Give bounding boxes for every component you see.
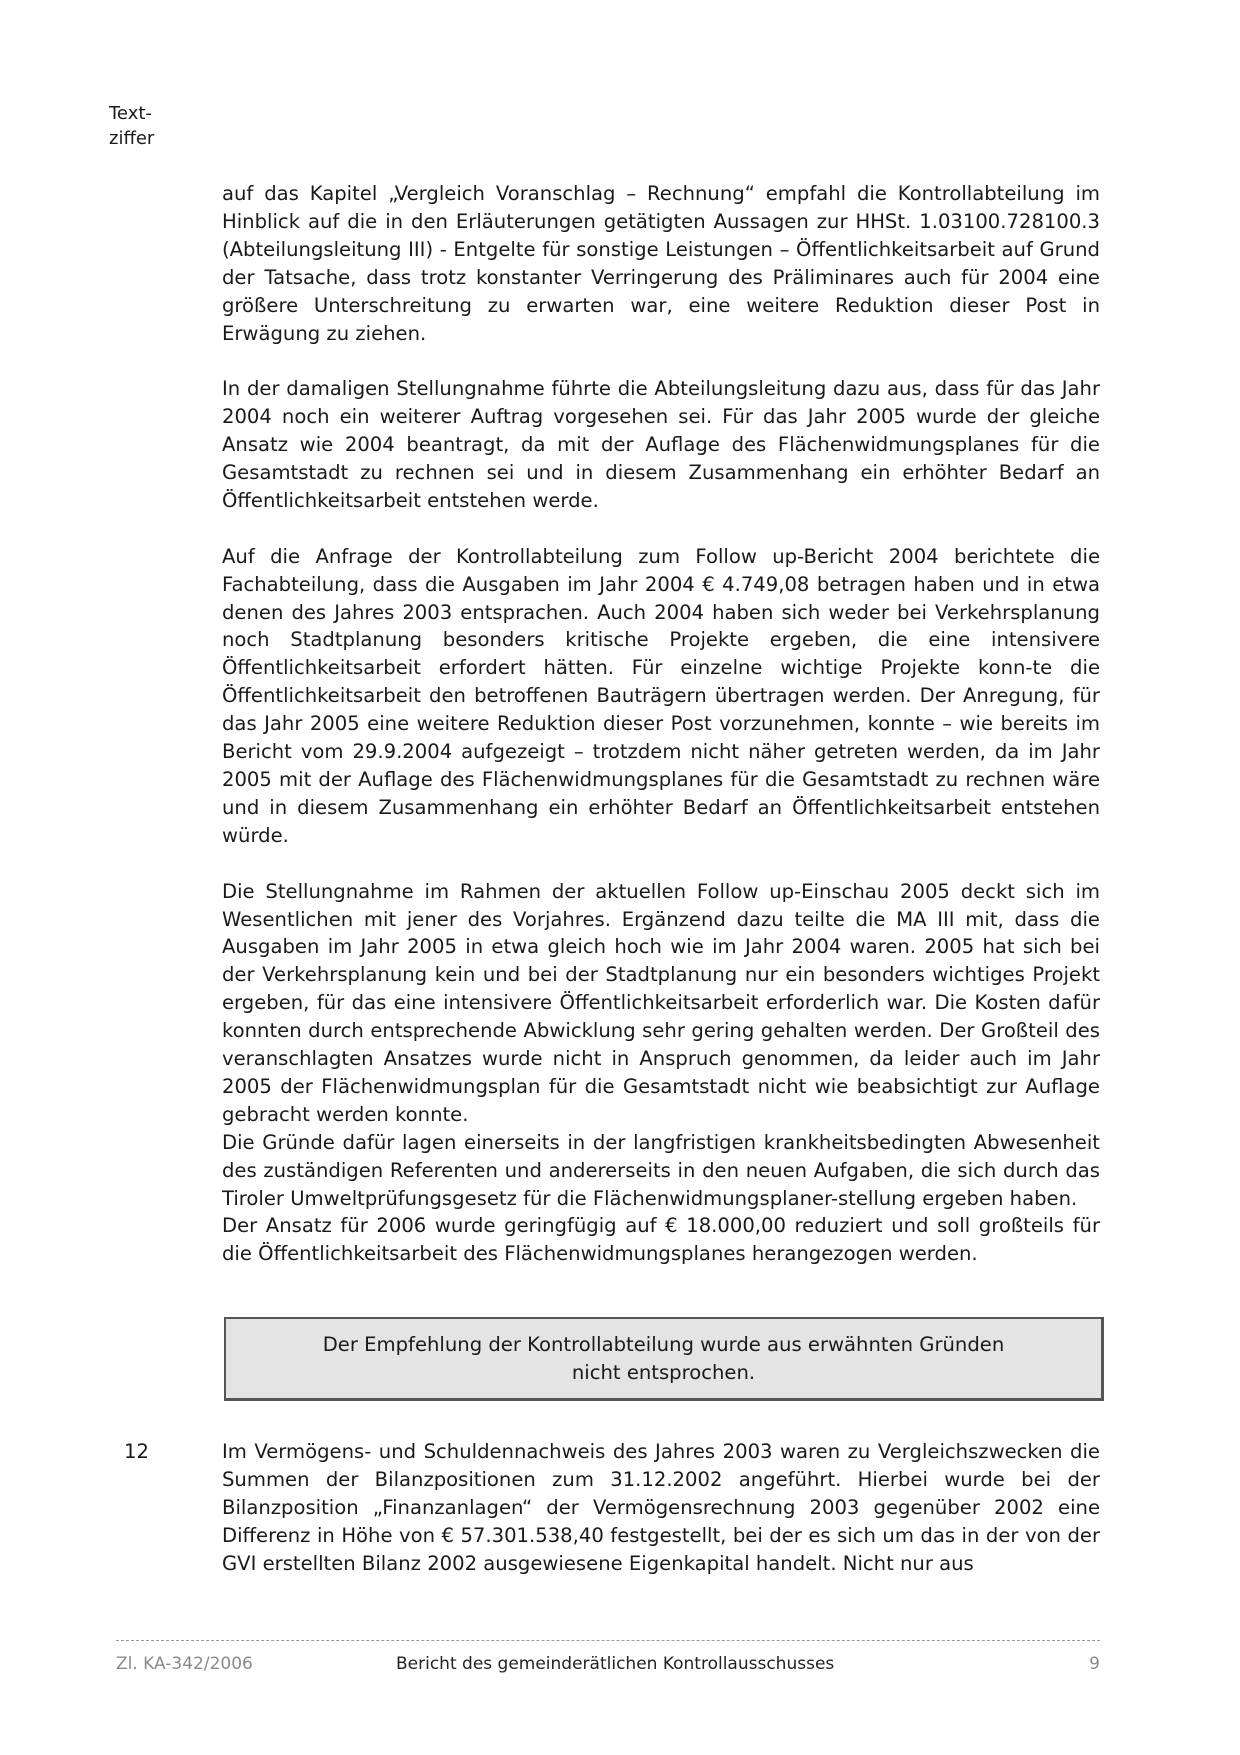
section-12-paragraph: Im Vermögens- und Schuldennachweis des Jahres 2003 waren zu Vergleichszwecken die Summen der Bilanzpositionen zum 31.12.2002 angeführt. Hierbei wurde bei der Bilanzposition „Finanzanlagen“ der Vermögensrechnung 2003 gegenüber 2002 eine Differenz in Höhe von € 57.301.538,40 festgestellt, bei der es sich um das in der von der GVI erstellten Bilanz 2002 ausgewiesene Eigenkapital handelt. Nicht nur aus — [222, 1440, 1100, 1575]
textziffer-number: 12 — [124, 1440, 149, 1463]
textziffer-margin-label — [109, 101, 189, 151]
margin-label-line1: Text- — [109, 103, 152, 124]
paragraph-gruende: Die Gründe dafür lagen einerseits in der langfristigen krankheitsbedingten Abwesenheit des zuständigen Referenten und andererseits in den neuen Aufgaben, die sich durch das Tiroler Umweltprüfungsgesetz für die Flächenwidmungsplaner-stellung ergeben haben. — [222, 1130, 1100, 1210]
recommendation-line1: Der Empfehlung der Kontrollabteilung wurde aus erwähnten Gründen — [322, 1332, 1005, 1356]
body-text — [222, 180, 1100, 1268]
recommendation-box — [224, 1317, 1104, 1401]
paragraph-ansatz-2006: Der Ansatz für 2006 wurde geringfügig auf € 18.000,00 reduziert und soll großteils für die Öffentlichkeitsarbeit des Flächenwidmungsplanes herangezogen werden. — [222, 1214, 1100, 1266]
paragraph-anfrage-follow-up-2004: Auf die Anfrage der Kontrollabteilung zum Follow up-Bericht 2004 berichtete die Fachabteilung, dass die Ausgaben im Jahr 2004 € 4.749,08 betragen haben und in etwa denen des Jahres 2003 entsprachen. Auch 2004 haben sich weder bei Verkehrsplanung noch Stadtplanung besonders kritische Projekte ergeben, die eine intensivere Öffentlichkeitsarbeit erfordert hätten. Für einzelne wichtige Projekte konn-te die Öffentlichkeitsarbeit den betroffenen Bauträgern übertragen werden. Der Anregung, für das Jahr 2005 eine weitere Reduktion dieser Post vorzunehmen, konnte – wie bereits im Bericht vom 29.9.2004 aufgezeigt – trotzdem nicht näher getreten werden, da im Jahr 2005 mit der Auflage des Flächenwidmungsplanes für die Gesamtstadt zu rechnen wäre und in diesem Zusammenhang ein erhöhter Bedarf an Öffentlichkeitsarbeit entstehen würde. — [222, 544, 1100, 847]
paragraph-damalige-stellungnahme: In der damaligen Stellungnahme führte die Abteilungsleitung dazu aus, dass für das Jahr 2004 noch ein weiterer Auftrag vorgesehen sei. Für das Jahr 2005 wurde der gleiche Ansatz wie 2004 beantragt, da mit der Auflage des Flächenwidmungsplanes für die Gesamtstadt zu rechnen sei und in diesem Zusammenhang ein erhöhter Bedarf an Öffentlichkeitsarbeit entstehen werde. — [222, 377, 1100, 512]
footer-title: Bericht des gemeinderätlichen Kontrollausschusses — [396, 1654, 835, 1674]
margin-label-line2: ziffer — [109, 128, 155, 149]
page-footer — [116, 1652, 1100, 1676]
recommendation-line2: nicht entsprochen. — [571, 1360, 756, 1384]
footer-page-number: 9 — [1089, 1654, 1100, 1674]
footer-divider — [116, 1640, 1100, 1641]
paragraph-stellungnahme-2005: Die Stellungnahme im Rahmen der aktuellen Follow up-Einschau 2005 deckt sich im Wesentlichen mit jener des Vorjahres. Ergänzend dazu teilte die MA III mit, dass die Ausgaben im Jahr 2005 in etwa gleich hoch wie im Jahr 2004 waren. 2005 hat sich bei der Verkehrsplanung kein und bei der Stadtplanung nur ein besonders wichtiges Projekt ergeben, für das eine intensivere Öffentlichkeitsarbeit erforderlich war. Die Kosten dafür konnten durch entsprechende Abwicklung sehr gering gehalten werden. Der Großteil des veranschlagten Ansatzes wurde nicht in Anspruch genommen, da leider auch im Jahr 2005 der Flächenwidmungsplan für die Gesamtstadt nicht wie beabsichtigt zur Auflage gebracht werden konnte. — [222, 879, 1100, 1126]
paragraph-kapitel-vergleich: auf das Kapitel „Vergleich Voranschlag – Rechnung“ empfahl die Kontrollabteilung im Hinblick auf die in den Erläuterungen getätigten Aussagen zur HHSt. 1.03100.728100.3 (Abteilungsleitung III) - Entgelte für sonstige Leistungen – Öffentlichkeitsarbeit auf Grund der Tatsache, dass trotz konstanter Verringerung des Präliminares auch für 2004 eine größere Unterschreitung zu erwarten war, eine weitere Reduktion dieser Post in Erwägung zu ziehen. — [222, 182, 1100, 345]
footer-reference: Zl. KA-342/2006 — [116, 1654, 253, 1674]
